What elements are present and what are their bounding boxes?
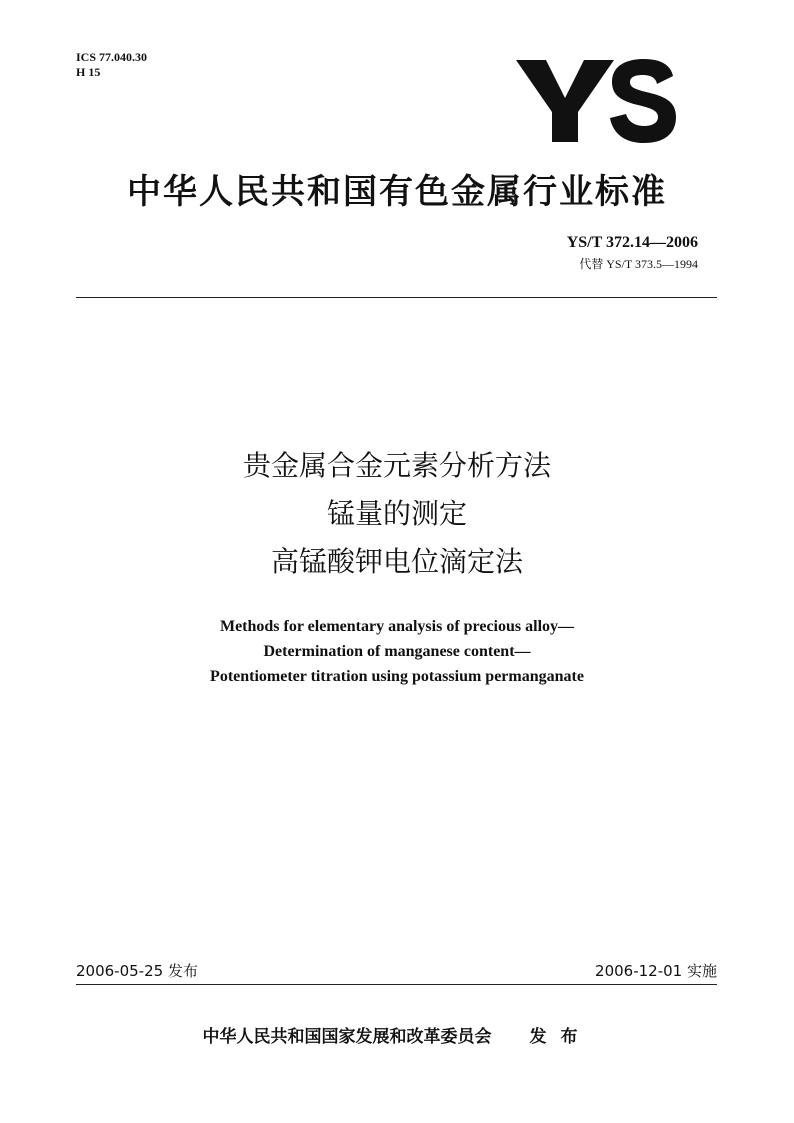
chinese-title-line-1: 贵金属合金元素分析方法	[242, 449, 551, 482]
classification-codes	[76, 50, 147, 80]
ics-code: ICS 77.040.30	[76, 50, 148, 64]
header-divider	[76, 297, 717, 298]
issuer-action: 发布	[529, 1027, 592, 1047]
issuer-name: 中华人民共和国国家发展和改革委员会	[202, 1027, 492, 1047]
class-code: H 15	[76, 65, 101, 79]
english-title-line-1: Methods for elementary analysis of precious alloy—	[219, 618, 575, 635]
chinese-title-line-2: 锰量的测定	[326, 497, 467, 530]
english-title-line-3: Potentiometer titration using potassium permanganate	[210, 668, 584, 685]
ys-logo	[516, 56, 676, 144]
chinese-title-line-3: 高锰酸钾电位滴定法	[270, 545, 523, 578]
replaced-standard: 代替 YS/T 373.5—1994	[579, 257, 698, 271]
standard-number: YS/T 372.14—2006	[566, 234, 698, 251]
issue-date: 2006-05-25 发布	[76, 962, 198, 980]
implementation-date: 2006-12-01 实施	[595, 962, 717, 980]
issuing-authority	[0, 1022, 794, 1047]
org-title: 中华人民共和国有色金属行业标准	[127, 172, 667, 212]
english-title-line-2: Determination of manganese content—	[263, 643, 531, 660]
footer-divider	[76, 984, 717, 985]
